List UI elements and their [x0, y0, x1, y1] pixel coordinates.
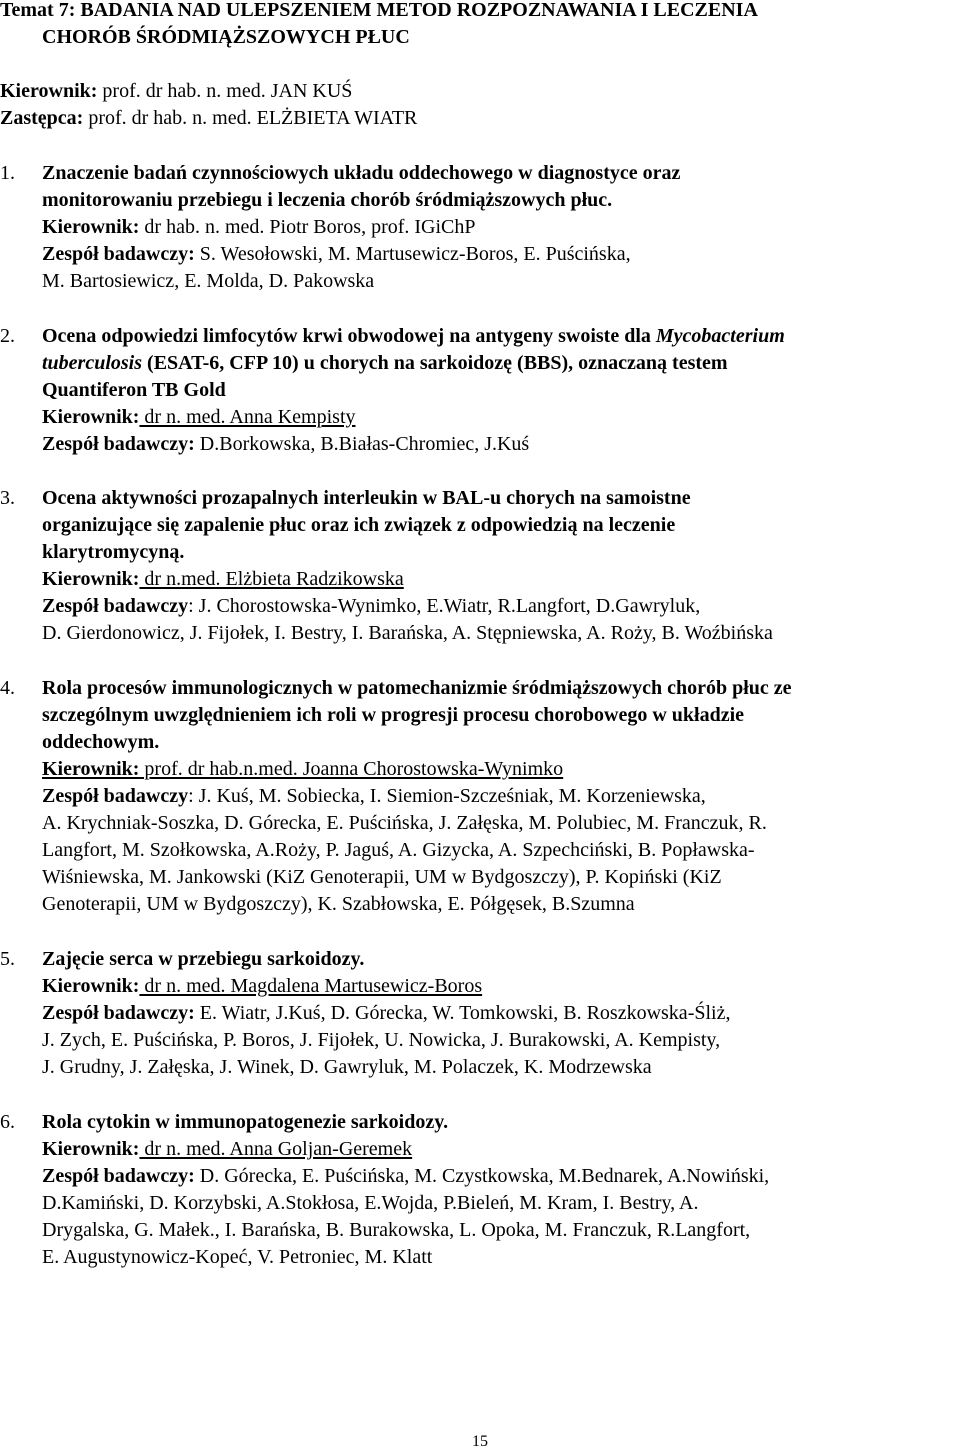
project-4-team-continued: Wiśniewska, M. Jankowski (KiZ Genoterapii, UM w Bydgoszczy), P. Kopiński (KiZ: [42, 866, 722, 888]
project-6-team: Zespół badawczy: D. Górecka, E. Puścińska, M. Czystkowska, M.Bednarek, A.Nowiński,: [42, 1165, 770, 1187]
project-6-manager: Kierownik: dr n. med. Anna Goljan-Geremek: [42, 1138, 413, 1160]
project-4-title: Rola procesów immunologicznych w patomechanizmie śródmiąższowych chorób płuc ze: [42, 677, 792, 699]
project-4-team-continued: Langfort, M. Szołkowska, A.Roży, P. Jaguś, A. Gizycka, A. Szpechciński, B. Popławska-: [42, 839, 755, 861]
project-4-number: 4.: [0, 677, 15, 699]
topic-title-continued: CHORÓB ŚRÓDMIĄŻSZOWYCH PŁUC: [42, 26, 410, 48]
project-1-team-continued: M. Bartosiewicz, E. Molda, D. Pakowska: [42, 270, 375, 292]
project-6-team-continued: D.Kamiński, D. Korzybski, A.Stokłosa, E.Wojda, P.Bieleń, M. Kram, I. Bestry, A.: [42, 1192, 699, 1214]
project-3-team: Zespół badawczy: J. Chorostowska-Wynimko, E.Wiatr, R.Langfort, D.Gawryluk,: [42, 595, 701, 617]
project-6-team-continued: E. Augustynowicz-Kopeć, V. Petroniec, M. Klatt: [42, 1246, 433, 1268]
page-number: 15: [472, 1433, 488, 1450]
project-2-title: Ocena odpowiedzi limfocytów krwi obwodowej na antygeny swoiste dla Mycobacterium: [42, 325, 785, 347]
project-6-team-continued: Drygalska, G. Małek., I. Barańska, B. Burakowska, L. Opoka, M. Franczuk, R.Langfort,: [42, 1219, 751, 1241]
project-6-number: 6.: [0, 1111, 15, 1133]
topic-deputy: Zastępca: prof. dr hab. n. med. ELŻBIETA WIATR: [0, 107, 418, 129]
project-5-manager: Kierownik: dr n. med. Magdalena Martusewicz-Boros: [42, 975, 483, 997]
project-2-title-continued: tuberculosis (ESAT-6, CFP 10) u chorych na sarkoidozę (BBS), oznaczaną testem: [42, 352, 728, 374]
project-3-title: Ocena aktywności prozapalnych interleukin w BAL-u chorych na samoistne: [42, 487, 691, 509]
project-4-title-continued: szczególnym uwzględnieniem ich roli w progresji procesu chorobowego w układzie: [42, 704, 745, 726]
project-4-title-end: oddechowym.: [42, 731, 160, 753]
project-5-team-continued: J. Zych, E. Puścińska, P. Boros, J. Fijołek, U. Nowicka, J. Burakowski, A. Kempisty,: [42, 1029, 721, 1051]
project-1-title-continued: monitorowaniu przebiegu i leczenia chorób śródmiąższowych płuc.: [42, 189, 613, 211]
project-2-number: 2.: [0, 325, 15, 347]
topic-manager: Kierownik: prof. dr hab. n. med. JAN KUŚ: [0, 80, 353, 102]
project-2-title-end: Quantiferon TB Gold: [42, 379, 226, 401]
project-5-number: 5.: [0, 948, 15, 970]
project-1-number: 1.: [0, 162, 15, 184]
project-5-team-continued: J. Grudny, J. Załęska, J. Winek, D. Gawryluk, M. Polaczek, K. Modrzewska: [42, 1056, 652, 1078]
project-4-manager: Kierownik: prof. dr hab.n.med. Joanna Chorostowska-Wynimko: [42, 758, 564, 780]
project-1-title: Znaczenie badań czynnościowych układu oddechowego w diagnostyce oraz: [42, 162, 681, 184]
project-3-title-continued: organizujące się zapalenie płuc oraz ich związek z odpowiedzią na leczenie: [42, 514, 676, 536]
project-3-team-continued: D. Gierdonowicz, J. Fijołek, I. Bestry, I. Barańska, A. Stępniewska, A. Roży, B. Woźbińska: [42, 622, 773, 644]
project-4-team-continued: Genoterapii, UM w Bydgoszczy), K. Szabłowska, E. Półgęsek, B.Szumna: [42, 893, 635, 915]
project-5-team: Zespół badawczy: E. Wiatr, J.Kuś, D. Górecka, W. Tomkowski, B. Roszkowska-Śliż,: [42, 1002, 731, 1024]
project-3-title-end: klarytromycyną.: [42, 541, 185, 563]
project-4-team: Zespół badawczy: J. Kuś, M. Sobiecka, I. Siemion-Szcześniak, M. Korzeniewska,: [42, 785, 706, 807]
project-4-team-continued: A. Krychniak-Soszka, D. Górecka, E. Puścińska, J. Załęska, M. Polubiec, M. Franczuk, R.: [42, 812, 767, 834]
topic-title: Temat 7: BADANIA NAD ULEPSZENIEM METOD ROZPOZNAWANIA I LECZENIA: [0, 0, 758, 21]
project-5-title: Zajęcie serca w przebiegu sarkoidozy.: [42, 948, 365, 970]
project-1-manager: Kierownik: dr hab. n. med. Piotr Boros, prof. IGiChP: [42, 216, 476, 238]
project-2-manager: Kierownik: dr n. med. Anna Kempisty: [42, 406, 356, 428]
project-6-title: Rola cytokin w immunopatogenezie sarkoidozy.: [42, 1111, 449, 1133]
project-3-number: 3.: [0, 487, 15, 509]
project-3-manager: Kierownik: dr n.med. Elżbieta Radzikowska: [42, 568, 404, 590]
project-1-team: Zespół badawczy: S. Wesołowski, M. Martusewicz-Boros, E. Puścińska,: [42, 243, 631, 265]
project-2-team: Zespół badawczy: D.Borkowska, B.Białas-Chromiec, J.Kuś: [42, 433, 530, 455]
